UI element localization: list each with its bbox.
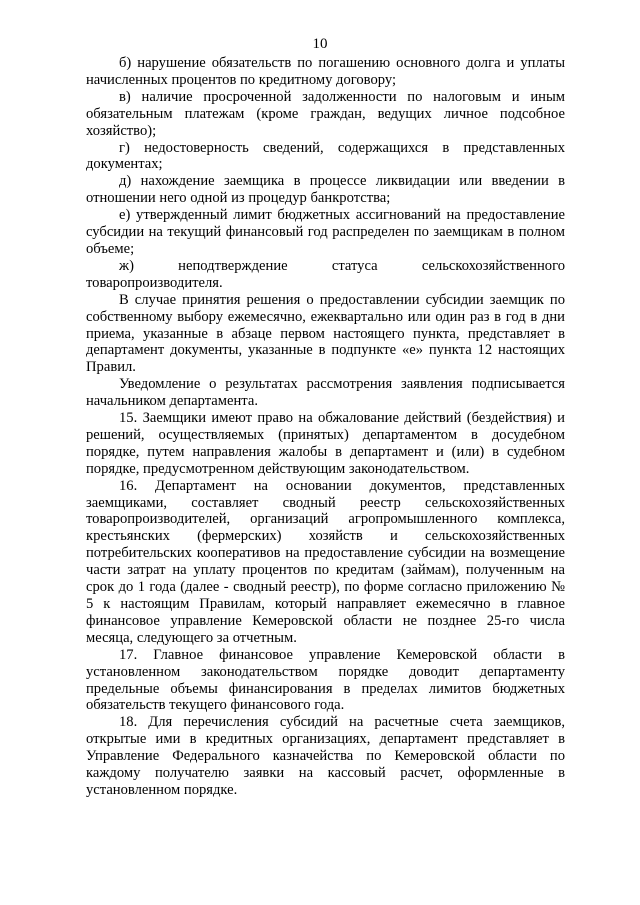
paragraph-clause-15: 15. Заемщики имеют право на обжалование действий (бездействия) и решений, осуществляемых (принятых) департаментом в досудебном порядке, путем направления жалобы в департамент и (или) в судебном порядке, предусмотренном действующим законодательством.: [86, 410, 565, 477]
paragraph-item-g: г) недостоверность сведений, содержащихся в представленных документах;: [86, 139, 565, 173]
paragraph-notification: Уведомление о результатах рассмотрения заявления подписывается начальником департамента.: [86, 376, 565, 410]
paragraph-item-e: е) утвержденный лимит бюджетных ассигнований на предоставление субсидии на текущий финансовый год распределен по заемщикам в полном объеме;: [86, 207, 565, 257]
paragraph-item-v: в) наличие просроченной задолженности по налоговым и иным обязательным платежам (кроме граждан, ведущих личное подсобное хозяйство);: [86, 88, 565, 139]
paragraph-item-d: д) нахождение заемщика в процессе ликвидации или введении в отношении него одной из процедур банкротства;: [86, 173, 565, 207]
document-body: [86, 55, 565, 799]
paragraph-item-b: б) нарушение обязательств по погашению основного долга и уплаты начисленных процентов по кредитному договору;: [86, 55, 565, 88]
paragraph-clause-16: 16. Департамент на основании документов, представленных заемщиками, составляет сводный реестр сельскохозяйственных товаропроизводителей, организаций агропромышленного комплекса, крестьянских (фермерских) хозяйств и сельскохозяйственных потребительских кооперативов на предоставление субсидии на возмещение части затрат на уплату процентов по кредитам (займам), полученным на срок до 1 года (далее - сводный реестр), по форме согласно приложению № 5 к настоящим Правилам, который направляет ежемесячно в главное финансовое управление Кемеровской области не позднее 25-го числа месяца, следующего за отчетным.: [86, 477, 565, 646]
page-number: 10: [312, 36, 328, 52]
paragraph-clause-17: 17. Главное финансовое управление Кемеровской области в установленном законодательством порядке доводит департаменту предельные объемы финансирования в пределах лимитов бюджетных обязательств текущего финансового года.: [86, 646, 565, 714]
paragraph-item-zh: ж) неподтверждение статуса сельскохозяйственного товаропроизводителя.: [86, 257, 565, 291]
paragraph-subsidy-decision: В случае принятия решения о предоставлении субсидии заемщик по собственному выбору ежемесячно, ежеквартально или один раз в год в дни приема, указанные в абзаце первом настоящего пункта, представляет в департамент документы, указанные в подпункте «е» пункта 12 настоящих Правил.: [86, 291, 565, 376]
paragraph-clause-18: 18. Для перечисления субсидий на расчетные счета заемщиков, открытые ими в кредитных организациях, департамент представляет в Управление Федерального казначейства по Кемеровской области по каждому получателю заявки на кассовый расчет, оформленные в установленном порядке.: [86, 714, 565, 798]
